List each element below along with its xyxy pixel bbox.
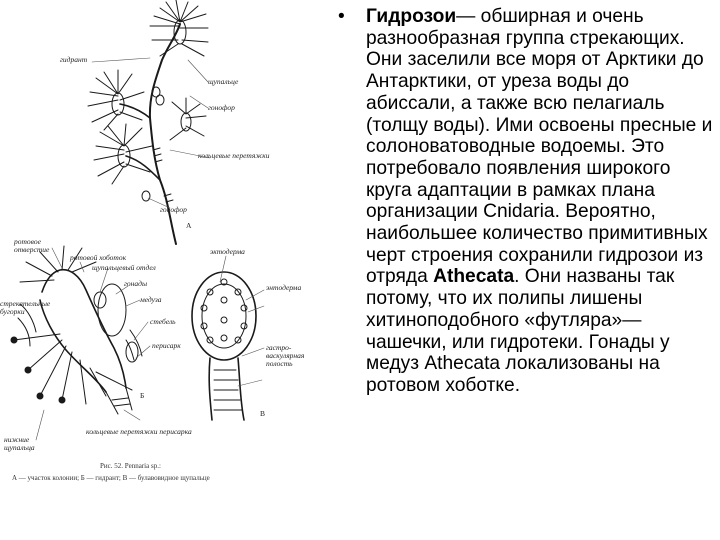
label-mouth-cone: ротовое отверстие [14, 237, 50, 254]
label-ring: кольцевые перетяжки [198, 151, 270, 160]
label-gonophore: гонофор [160, 205, 187, 214]
label-gonads: гонады [124, 279, 148, 288]
label-letter-c: В [260, 409, 266, 418]
figure-caption-title: Рис. 52. Pennaria sp.: [100, 462, 161, 470]
hydranth-right [170, 98, 206, 140]
label-ectoderm: эктодерма [210, 247, 245, 256]
term-title: Гидрозои [366, 6, 457, 27]
label-lower-tentacles: нижние щупальца [4, 435, 35, 452]
label-side-nodules: стрекательные бугорки [0, 299, 51, 316]
bullet-marker: • [338, 6, 345, 27]
rest-text: . Они названы так потому, что их полипы лишены хитиноподобного «футляра»— чашечки, или гидротеки. Гонады у медуз Athecata локализованы на ротовом хоботке. [366, 266, 675, 396]
label-endoderm: энтодерма [266, 283, 302, 292]
description-block [318, 6, 716, 397]
order-name: Athecata [433, 266, 515, 288]
clavate-tentacle [192, 272, 256, 420]
label-medusa: медуза [140, 295, 162, 304]
colony-branch-1 [120, 104, 150, 118]
hydrozoa-figure [0, 0, 340, 540]
label-proboscis: ротовой хоботок [70, 253, 127, 262]
label-letter-a: А [186, 221, 192, 230]
intro-text: — обширная и очень разнообразная группа стрекающих. Они заселили все моря от Арктики до Антарктики, от уреза воды до абиссали, а также всю пелагиаль (толщу воды). Ими освоены пресные и солоноватоводные водоемы. Это потребовало появления широкого круга адаптации в рамках плана организации Cnidaria. Вероятно, наибольшее количество примитивных черт строения сохранили гидрозои из отряда [366, 6, 713, 288]
hydranth-low [94, 124, 152, 184]
hydranth-mid [88, 70, 144, 130]
label-gonophore-top: гонофор [208, 103, 235, 112]
label-tentacle: щупальце [208, 77, 239, 86]
label-tentacle-zone: щупальцевый отдел [92, 263, 156, 272]
description-paragraph [366, 6, 716, 397]
hydrozoa-illustration [0, 0, 320, 540]
label-ring-lower: кольцевые перетяжки перисарка [86, 427, 192, 436]
label-perisarc: перисарк [152, 341, 181, 350]
label-letter-b: Б [140, 391, 145, 400]
label-hydrant: гидрант [60, 55, 88, 64]
label-gastrovascular: гастро-васкулярная полость [266, 343, 305, 368]
figure-caption-text: А — участок колонии; Б — гидрант; В — булавовидное щупальце [12, 474, 210, 482]
label-stalk: стебель [150, 317, 176, 326]
